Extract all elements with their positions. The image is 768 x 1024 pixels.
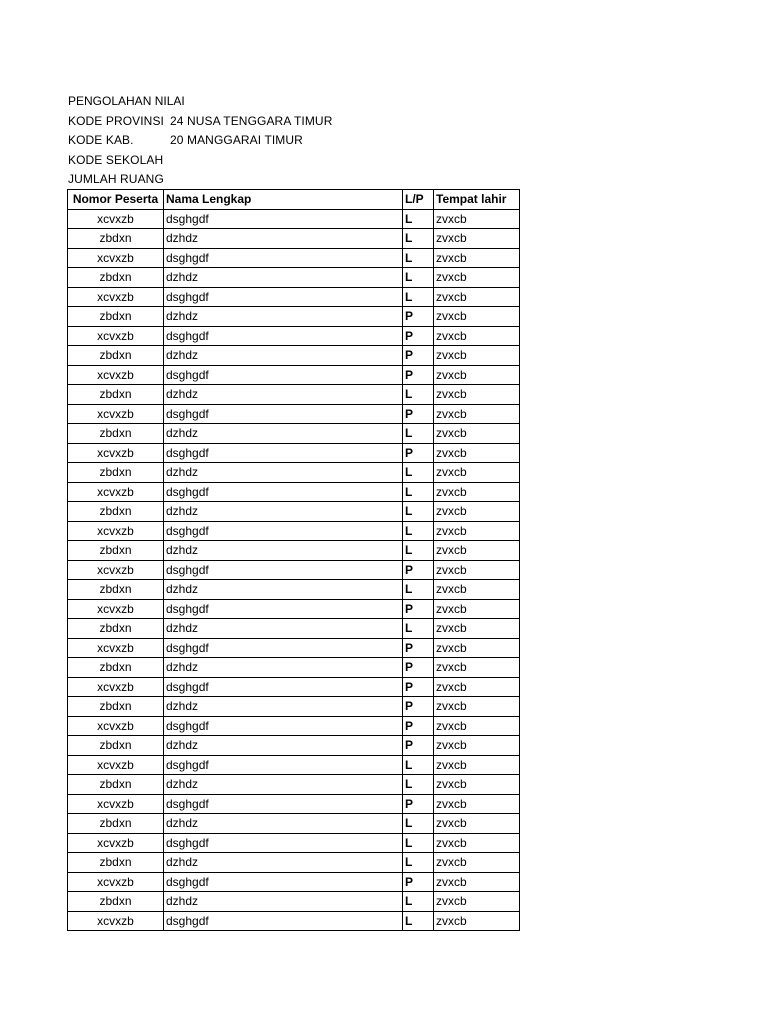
cell-lp: P: [403, 736, 434, 756]
cell-lp: L: [403, 248, 434, 268]
table-row: [68, 794, 520, 814]
cell-nama-lengkap: dzhdz: [164, 502, 403, 522]
cell-nomor-peserta: zbdxn: [68, 307, 164, 327]
cell-lp: L: [403, 755, 434, 775]
cell-nomor-peserta: xcvxzb: [68, 911, 164, 931]
cell-lp: P: [403, 794, 434, 814]
cell-nomor-peserta: zbdxn: [68, 541, 164, 561]
table-row: [68, 209, 520, 229]
cell-lp: P: [403, 326, 434, 346]
cell-nama-lengkap: dzhdz: [164, 775, 403, 795]
cell-nama-lengkap: dzhdz: [164, 697, 403, 717]
cell-nama-lengkap: dzhdz: [164, 736, 403, 756]
cell-nomor-peserta: xcvxzb: [68, 755, 164, 775]
cell-nama-lengkap: dsghgdf: [164, 443, 403, 463]
cell-tempat-lahir: zvxcb: [434, 814, 520, 834]
cell-nama-lengkap: dsghgdf: [164, 209, 403, 229]
cell-nomor-peserta: xcvxzb: [68, 794, 164, 814]
column-header-lp: L/P: [403, 190, 434, 210]
cell-nama-lengkap: dzhdz: [164, 268, 403, 288]
cell-tempat-lahir: zvxcb: [434, 580, 520, 600]
cell-nomor-peserta: zbdxn: [68, 385, 164, 405]
cell-lp: L: [403, 424, 434, 444]
field-label-kode-kab: KODE KAB.: [68, 133, 134, 148]
cell-nama-lengkap: dsghgdf: [164, 560, 403, 580]
field-value-kode-provinsi: 24 NUSA TENGGARA TIMUR: [170, 113, 333, 128]
table-row: [68, 872, 520, 892]
cell-lp: P: [403, 560, 434, 580]
document-title-row: [68, 92, 332, 112]
cell-nama-lengkap: dzhdz: [164, 385, 403, 405]
cell-lp: L: [403, 482, 434, 502]
cell-nomor-peserta: zbdxn: [68, 736, 164, 756]
table-row: [68, 677, 520, 697]
table-row: [68, 580, 520, 600]
cell-lp: L: [403, 892, 434, 912]
cell-tempat-lahir: zvxcb: [434, 677, 520, 697]
cell-tempat-lahir: zvxcb: [434, 541, 520, 561]
cell-nama-lengkap: dsghgdf: [164, 248, 403, 268]
cell-lp: L: [403, 833, 434, 853]
table-row: [68, 658, 520, 678]
cell-nama-lengkap: dsghgdf: [164, 287, 403, 307]
document-header: [68, 92, 332, 190]
cell-lp: L: [403, 853, 434, 873]
table-row: [68, 424, 520, 444]
cell-nama-lengkap: dsghgdf: [164, 365, 403, 385]
cell-tempat-lahir: zvxcb: [434, 619, 520, 639]
table-row: [68, 307, 520, 327]
cell-lp: L: [403, 911, 434, 931]
table-row: [68, 560, 520, 580]
cell-nomor-peserta: xcvxzb: [68, 599, 164, 619]
cell-lp: L: [403, 268, 434, 288]
cell-tempat-lahir: zvxcb: [434, 755, 520, 775]
cell-tempat-lahir: zvxcb: [434, 424, 520, 444]
cell-lp: P: [403, 346, 434, 366]
cell-tempat-lahir: zvxcb: [434, 248, 520, 268]
cell-nomor-peserta: zbdxn: [68, 697, 164, 717]
cell-lp: P: [403, 697, 434, 717]
cell-tempat-lahir: zvxcb: [434, 736, 520, 756]
table-row: [68, 346, 520, 366]
cell-lp: L: [403, 775, 434, 795]
table-header-row: [68, 190, 520, 210]
cell-nomor-peserta: xcvxzb: [68, 404, 164, 424]
cell-tempat-lahir: zvxcb: [434, 892, 520, 912]
table-row: [68, 892, 520, 912]
cell-tempat-lahir: zvxcb: [434, 521, 520, 541]
cell-nama-lengkap: dzhdz: [164, 619, 403, 639]
cell-nomor-peserta: xcvxzb: [68, 521, 164, 541]
cell-tempat-lahir: zvxcb: [434, 404, 520, 424]
table-row: [68, 911, 520, 931]
table-row: [68, 404, 520, 424]
cell-tempat-lahir: zvxcb: [434, 287, 520, 307]
cell-nomor-peserta: xcvxzb: [68, 872, 164, 892]
cell-nomor-peserta: xcvxzb: [68, 638, 164, 658]
cell-tempat-lahir: zvxcb: [434, 911, 520, 931]
table-row: [68, 287, 520, 307]
table-row: [68, 326, 520, 346]
table-row: [68, 229, 520, 249]
cell-tempat-lahir: zvxcb: [434, 697, 520, 717]
cell-nama-lengkap: dsghgdf: [164, 872, 403, 892]
cell-nomor-peserta: zbdxn: [68, 775, 164, 795]
table-row: [68, 716, 520, 736]
document-title: PENGOLAHAN NILAI: [68, 94, 185, 108]
cell-tempat-lahir: zvxcb: [434, 443, 520, 463]
cell-nama-lengkap: dsghgdf: [164, 677, 403, 697]
cell-nama-lengkap: dsghgdf: [164, 911, 403, 931]
cell-nama-lengkap: dzhdz: [164, 814, 403, 834]
cell-nomor-peserta: zbdxn: [68, 580, 164, 600]
participants-table: [67, 189, 520, 931]
cell-nama-lengkap: dsghgdf: [164, 599, 403, 619]
cell-lp: L: [403, 287, 434, 307]
cell-nama-lengkap: dsghgdf: [164, 755, 403, 775]
cell-nomor-peserta: xcvxzb: [68, 482, 164, 502]
cell-lp: P: [403, 677, 434, 697]
cell-tempat-lahir: zvxcb: [434, 853, 520, 873]
cell-tempat-lahir: zvxcb: [434, 716, 520, 736]
cell-nomor-peserta: xcvxzb: [68, 677, 164, 697]
cell-lp: L: [403, 619, 434, 639]
cell-lp: P: [403, 404, 434, 424]
cell-nomor-peserta: zbdxn: [68, 502, 164, 522]
cell-tempat-lahir: zvxcb: [434, 833, 520, 853]
field-label-kode-sekolah: KODE SEKOLAH: [68, 152, 164, 167]
cell-tempat-lahir: zvxcb: [434, 326, 520, 346]
table-row: [68, 268, 520, 288]
table-row: [68, 482, 520, 502]
cell-lp: L: [403, 502, 434, 522]
cell-lp: P: [403, 638, 434, 658]
table-row: [68, 365, 520, 385]
cell-tempat-lahir: zvxcb: [434, 463, 520, 483]
cell-nomor-peserta: xcvxzb: [68, 365, 164, 385]
cell-nomor-peserta: xcvxzb: [68, 209, 164, 229]
table-row: [68, 463, 520, 483]
cell-nama-lengkap: dzhdz: [164, 892, 403, 912]
table-row: [68, 385, 520, 405]
cell-nama-lengkap: dzhdz: [164, 853, 403, 873]
cell-nama-lengkap: dsghgdf: [164, 326, 403, 346]
cell-nomor-peserta: xcvxzb: [68, 833, 164, 853]
cell-tempat-lahir: zvxcb: [434, 599, 520, 619]
cell-lp: L: [403, 580, 434, 600]
cell-tempat-lahir: zvxcb: [434, 209, 520, 229]
cell-lp: L: [403, 385, 434, 405]
cell-tempat-lahir: zvxcb: [434, 482, 520, 502]
cell-lp: P: [403, 365, 434, 385]
table-row: [68, 638, 520, 658]
cell-lp: L: [403, 229, 434, 249]
cell-nomor-peserta: zbdxn: [68, 463, 164, 483]
table-row: [68, 502, 520, 522]
cell-lp: L: [403, 521, 434, 541]
table-row: [68, 853, 520, 873]
cell-nama-lengkap: dzhdz: [164, 346, 403, 366]
cell-nama-lengkap: dzhdz: [164, 658, 403, 678]
field-row-kode-provinsi: [68, 112, 332, 132]
table-header: [68, 190, 520, 210]
cell-tempat-lahir: zvxcb: [434, 346, 520, 366]
cell-nomor-peserta: xcvxzb: [68, 716, 164, 736]
cell-nama-lengkap: dzhdz: [164, 541, 403, 561]
table-row: [68, 248, 520, 268]
cell-tempat-lahir: zvxcb: [434, 794, 520, 814]
table-row: [68, 736, 520, 756]
cell-nama-lengkap: dzhdz: [164, 580, 403, 600]
column-header-tempat-lahir: Tempat lahir: [434, 190, 520, 210]
cell-nama-lengkap: dzhdz: [164, 229, 403, 249]
cell-lp: L: [403, 814, 434, 834]
cell-nama-lengkap: dsghgdf: [164, 794, 403, 814]
cell-nomor-peserta: xcvxzb: [68, 560, 164, 580]
cell-lp: P: [403, 599, 434, 619]
cell-tempat-lahir: zvxcb: [434, 307, 520, 327]
cell-lp: P: [403, 716, 434, 736]
cell-nomor-peserta: zbdxn: [68, 658, 164, 678]
cell-nama-lengkap: dsghgdf: [164, 833, 403, 853]
cell-lp: P: [403, 658, 434, 678]
cell-tempat-lahir: zvxcb: [434, 638, 520, 658]
table-row: [68, 697, 520, 717]
cell-tempat-lahir: zvxcb: [434, 502, 520, 522]
table-body: [68, 209, 520, 931]
cell-tempat-lahir: zvxcb: [434, 229, 520, 249]
column-header-nomor-peserta: Nomor Peserta: [68, 190, 164, 210]
table-row: [68, 755, 520, 775]
cell-lp: P: [403, 443, 434, 463]
field-row-jumlah-ruang: [68, 170, 332, 190]
cell-nomor-peserta: xcvxzb: [68, 443, 164, 463]
table-row: [68, 599, 520, 619]
cell-tempat-lahir: zvxcb: [434, 658, 520, 678]
cell-nama-lengkap: dsghgdf: [164, 638, 403, 658]
cell-nomor-peserta: zbdxn: [68, 853, 164, 873]
cell-nomor-peserta: zbdxn: [68, 814, 164, 834]
table-row: [68, 775, 520, 795]
cell-nama-lengkap: dsghgdf: [164, 521, 403, 541]
cell-nama-lengkap: dsghgdf: [164, 716, 403, 736]
cell-tempat-lahir: zvxcb: [434, 385, 520, 405]
cell-nama-lengkap: dzhdz: [164, 463, 403, 483]
cell-nomor-peserta: zbdxn: [68, 619, 164, 639]
cell-tempat-lahir: zvxcb: [434, 872, 520, 892]
cell-lp: L: [403, 463, 434, 483]
cell-lp: L: [403, 209, 434, 229]
table-row: [68, 814, 520, 834]
cell-lp: P: [403, 307, 434, 327]
cell-nomor-peserta: zbdxn: [68, 346, 164, 366]
field-row-kode-sekolah: [68, 151, 332, 171]
cell-tempat-lahir: zvxcb: [434, 775, 520, 795]
cell-nomor-peserta: xcvxzb: [68, 287, 164, 307]
table-row: [68, 443, 520, 463]
cell-lp: P: [403, 872, 434, 892]
cell-nama-lengkap: dzhdz: [164, 307, 403, 327]
field-label-kode-provinsi: KODE PROVINSI: [68, 113, 164, 128]
table-row: [68, 619, 520, 639]
cell-nomor-peserta: xcvxzb: [68, 326, 164, 346]
field-value-kode-kab: 20 MANGGARAI TIMUR: [170, 133, 303, 148]
cell-nama-lengkap: dzhdz: [164, 424, 403, 444]
cell-nomor-peserta: zbdxn: [68, 229, 164, 249]
cell-nomor-peserta: xcvxzb: [68, 248, 164, 268]
cell-tempat-lahir: zvxcb: [434, 268, 520, 288]
column-header-nama-lengkap: Nama Lengkap: [164, 190, 403, 210]
field-label-jumlah-ruang: JUMLAH RUANG: [68, 172, 164, 187]
cell-nomor-peserta: zbdxn: [68, 892, 164, 912]
cell-nomor-peserta: zbdxn: [68, 268, 164, 288]
cell-tempat-lahir: zvxcb: [434, 560, 520, 580]
table-row: [68, 521, 520, 541]
field-row-kode-kab: [68, 131, 332, 151]
cell-nama-lengkap: dsghgdf: [164, 482, 403, 502]
table-row: [68, 833, 520, 853]
cell-nama-lengkap: dsghgdf: [164, 404, 403, 424]
cell-lp: L: [403, 541, 434, 561]
table-row: [68, 541, 520, 561]
cell-nomor-peserta: zbdxn: [68, 424, 164, 444]
cell-tempat-lahir: zvxcb: [434, 365, 520, 385]
